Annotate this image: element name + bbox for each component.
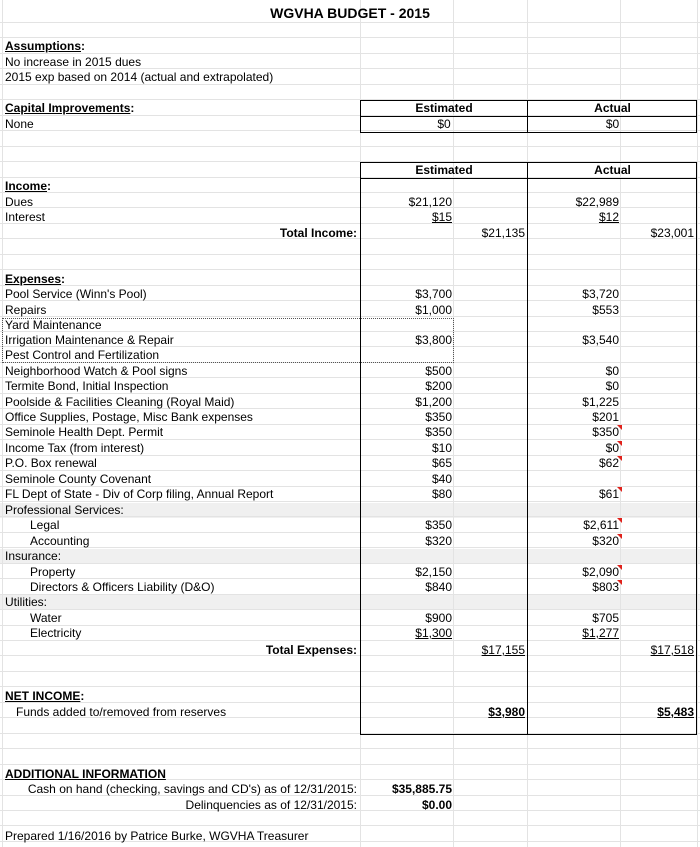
net-income-heading: NET INCOME:: [5, 689, 85, 703]
row-actual-value: $3,540: [582, 333, 619, 347]
row-actual-value: $22,989: [575, 195, 619, 209]
total-expenses-estimated: $17,155: [481, 643, 525, 657]
row-actual-value: [528, 348, 619, 363]
row-label: Repairs: [5, 303, 47, 317]
row-actual-value: $62: [598, 456, 619, 470]
comment-indicator[interactable]: [617, 580, 622, 585]
row-actual-value: $0: [605, 441, 619, 455]
row-label: Irrigation Maintenance & Repair: [5, 333, 174, 347]
cash-on-hand-label: Cash on hand (checking, savings and CD's) as of 12/31/2015:: [27, 782, 357, 796]
row-actual-value: $3,720: [582, 287, 619, 301]
row-label: Insurance:: [5, 549, 62, 563]
row-label: Legal: [30, 518, 60, 532]
row-estimated-value: $80: [431, 487, 452, 501]
row-actual-value: $0: [605, 379, 619, 393]
row-label: Seminole County Covenant: [5, 472, 152, 486]
row-estimated-value: [360, 549, 452, 564]
row-estimated-value: [360, 503, 452, 518]
grid-row-line: [0, 53, 700, 54]
row-label: Seminole Health Dept. Permit: [5, 425, 164, 439]
comment-indicator[interactable]: [617, 456, 622, 461]
row-label: Water: [30, 611, 62, 625]
row-estimated-value: $350: [425, 518, 452, 532]
delinquencies-value: $0.00: [421, 798, 452, 812]
capital-col-estimated: Estimated: [415, 101, 473, 115]
row-estimated-value: [360, 348, 452, 363]
row-label: Income Tax (from interest): [5, 441, 145, 455]
additional-info-heading: ADDITIONAL INFORMATION: [5, 767, 166, 781]
row-label: Electricity: [30, 626, 82, 640]
row-actual-value: $2,611: [583, 518, 619, 532]
row-actual-value: $320: [592, 534, 619, 548]
capital-heading: Capital Improvements:: [5, 101, 135, 115]
row-actual-value: [528, 318, 619, 333]
row-actual-value: $1,277: [582, 626, 619, 640]
row-estimated-value: $3,700: [415, 287, 452, 301]
total-income-actual: $23,001: [650, 226, 694, 240]
grid-row-line: [0, 37, 700, 38]
row-estimated-value: $1,300: [415, 626, 452, 640]
row-actual-value: [528, 503, 619, 518]
net-income-estimated: $3,980: [488, 705, 525, 719]
row-actual-value: $705: [592, 611, 619, 625]
row-estimated-value: [360, 318, 452, 333]
grid-row-line: [0, 825, 700, 826]
row-actual-value: $350: [592, 425, 619, 439]
row-estimated-value: $350: [425, 425, 452, 439]
delinquencies-label: Delinquencies as of 12/31/2015:: [185, 798, 357, 812]
total-income-estimated: $21,135: [481, 226, 525, 240]
row-label: Utilities:: [5, 595, 48, 609]
capital-item: None: [5, 117, 34, 131]
row-actual-value: $201: [592, 410, 619, 424]
row-estimated-value: [360, 595, 452, 610]
row-estimated-value: $3,800: [415, 333, 452, 347]
total-expenses-actual: $17,518: [650, 643, 694, 657]
row-estimated-value: $350: [425, 410, 452, 424]
row-estimated-value: $10: [431, 441, 452, 455]
row-estimated-value: $65: [431, 456, 452, 470]
row-label: Dues: [5, 195, 34, 209]
grid-row-line: [0, 22, 700, 23]
assumption-line: 2015 exp based on 2014 (actual and extrapolated): [5, 70, 274, 84]
row-label: Yard Maintenance: [5, 318, 102, 332]
row-label: P.O. Box renewal: [5, 456, 97, 470]
row-label: Interest: [5, 210, 46, 224]
row-label: Accounting: [30, 534, 90, 548]
assumptions-heading: Assumptions:: [5, 39, 86, 53]
row-estimated-value: $1,200: [415, 395, 452, 409]
row-actual-value: $0: [605, 364, 619, 378]
row-actual-value: [528, 549, 619, 564]
row-label: Termite Bond, Initial Inspection: [5, 379, 169, 393]
row-actual-value: $12: [598, 210, 619, 224]
cash-on-hand-value: $35,885.75: [391, 782, 452, 796]
row-actual-value: $2,090: [582, 565, 619, 579]
capital-col-actual: Actual: [594, 101, 631, 115]
row-actual-value: [528, 595, 619, 610]
capital-estimated-value: $0: [437, 117, 451, 131]
row-actual-value: $1,225: [582, 395, 619, 409]
row-actual-value: $803: [592, 580, 619, 594]
income-heading: Income:: [5, 179, 52, 193]
row-estimated-value: $320: [425, 534, 452, 548]
row-actual-value: $553: [592, 303, 619, 317]
grid-row-line: [0, 748, 700, 749]
comment-indicator[interactable]: [617, 518, 622, 523]
row-label: Professional Services:: [5, 503, 124, 517]
row-estimated-value: $200: [425, 379, 452, 393]
comment-indicator[interactable]: [617, 441, 622, 446]
row-estimated-value: $900: [425, 611, 452, 625]
row-label: Pest Control and Fertilization: [5, 348, 160, 362]
net-income-label: Funds added to/removed from reserves: [16, 705, 227, 719]
col-header-actual: Actual: [594, 163, 631, 177]
assumption-line: No increase in 2015 dues: [5, 55, 142, 69]
row-actual-value: [528, 472, 619, 487]
row-estimated-value: $15: [431, 210, 452, 224]
capital-actual-value: $0: [605, 117, 620, 131]
net-income-actual: $5,483: [657, 705, 694, 719]
row-label: Poolside & Facilities Cleaning (Royal Maid): [5, 395, 235, 409]
col-header-estimated: Estimated: [415, 163, 473, 177]
row-label: Office Supplies, Postage, Misc Bank expenses: [5, 410, 253, 424]
total-expenses-label: Total Expenses:: [265, 643, 357, 657]
row-label: Directors & Officers Liability (D&O): [30, 580, 215, 594]
total-income-label: Total Income:: [279, 226, 357, 240]
row-estimated-value: $40: [431, 472, 452, 486]
grid-row-line: [0, 146, 700, 147]
grid-col-line: [697, 0, 698, 847]
row-estimated-value: $500: [425, 364, 452, 378]
page-title: WGVHA BUDGET - 2015: [270, 5, 430, 21]
row-estimated-value: $21,120: [408, 195, 452, 209]
row-estimated-value: $1,000: [415, 303, 452, 317]
grid-row-line: [0, 764, 700, 765]
row-estimated-value: $840: [425, 580, 452, 594]
row-label: FL Dept of State - Div of Corp filing, Annual Report: [5, 487, 274, 501]
grid-col-line: [2, 0, 3, 847]
expenses-heading: Expenses:: [5, 272, 66, 286]
row-label: Property: [30, 565, 76, 579]
row-label: Pool Service (Winn's Pool): [5, 287, 147, 301]
main-header-rule: [360, 178, 697, 179]
comment-indicator[interactable]: [617, 425, 622, 430]
row-estimated-value: $2,150: [415, 565, 452, 579]
row-label: Neighborhood Watch & Pool signs: [5, 364, 188, 378]
comment-indicator[interactable]: [617, 534, 622, 539]
comment-indicator[interactable]: [617, 487, 622, 492]
comment-indicator[interactable]: [617, 565, 622, 570]
prepared-by-footer: Prepared 1/16/2016 by Patrice Burke, WGVHA Treasurer: [5, 829, 309, 843]
row-actual-value: $61: [598, 487, 619, 501]
